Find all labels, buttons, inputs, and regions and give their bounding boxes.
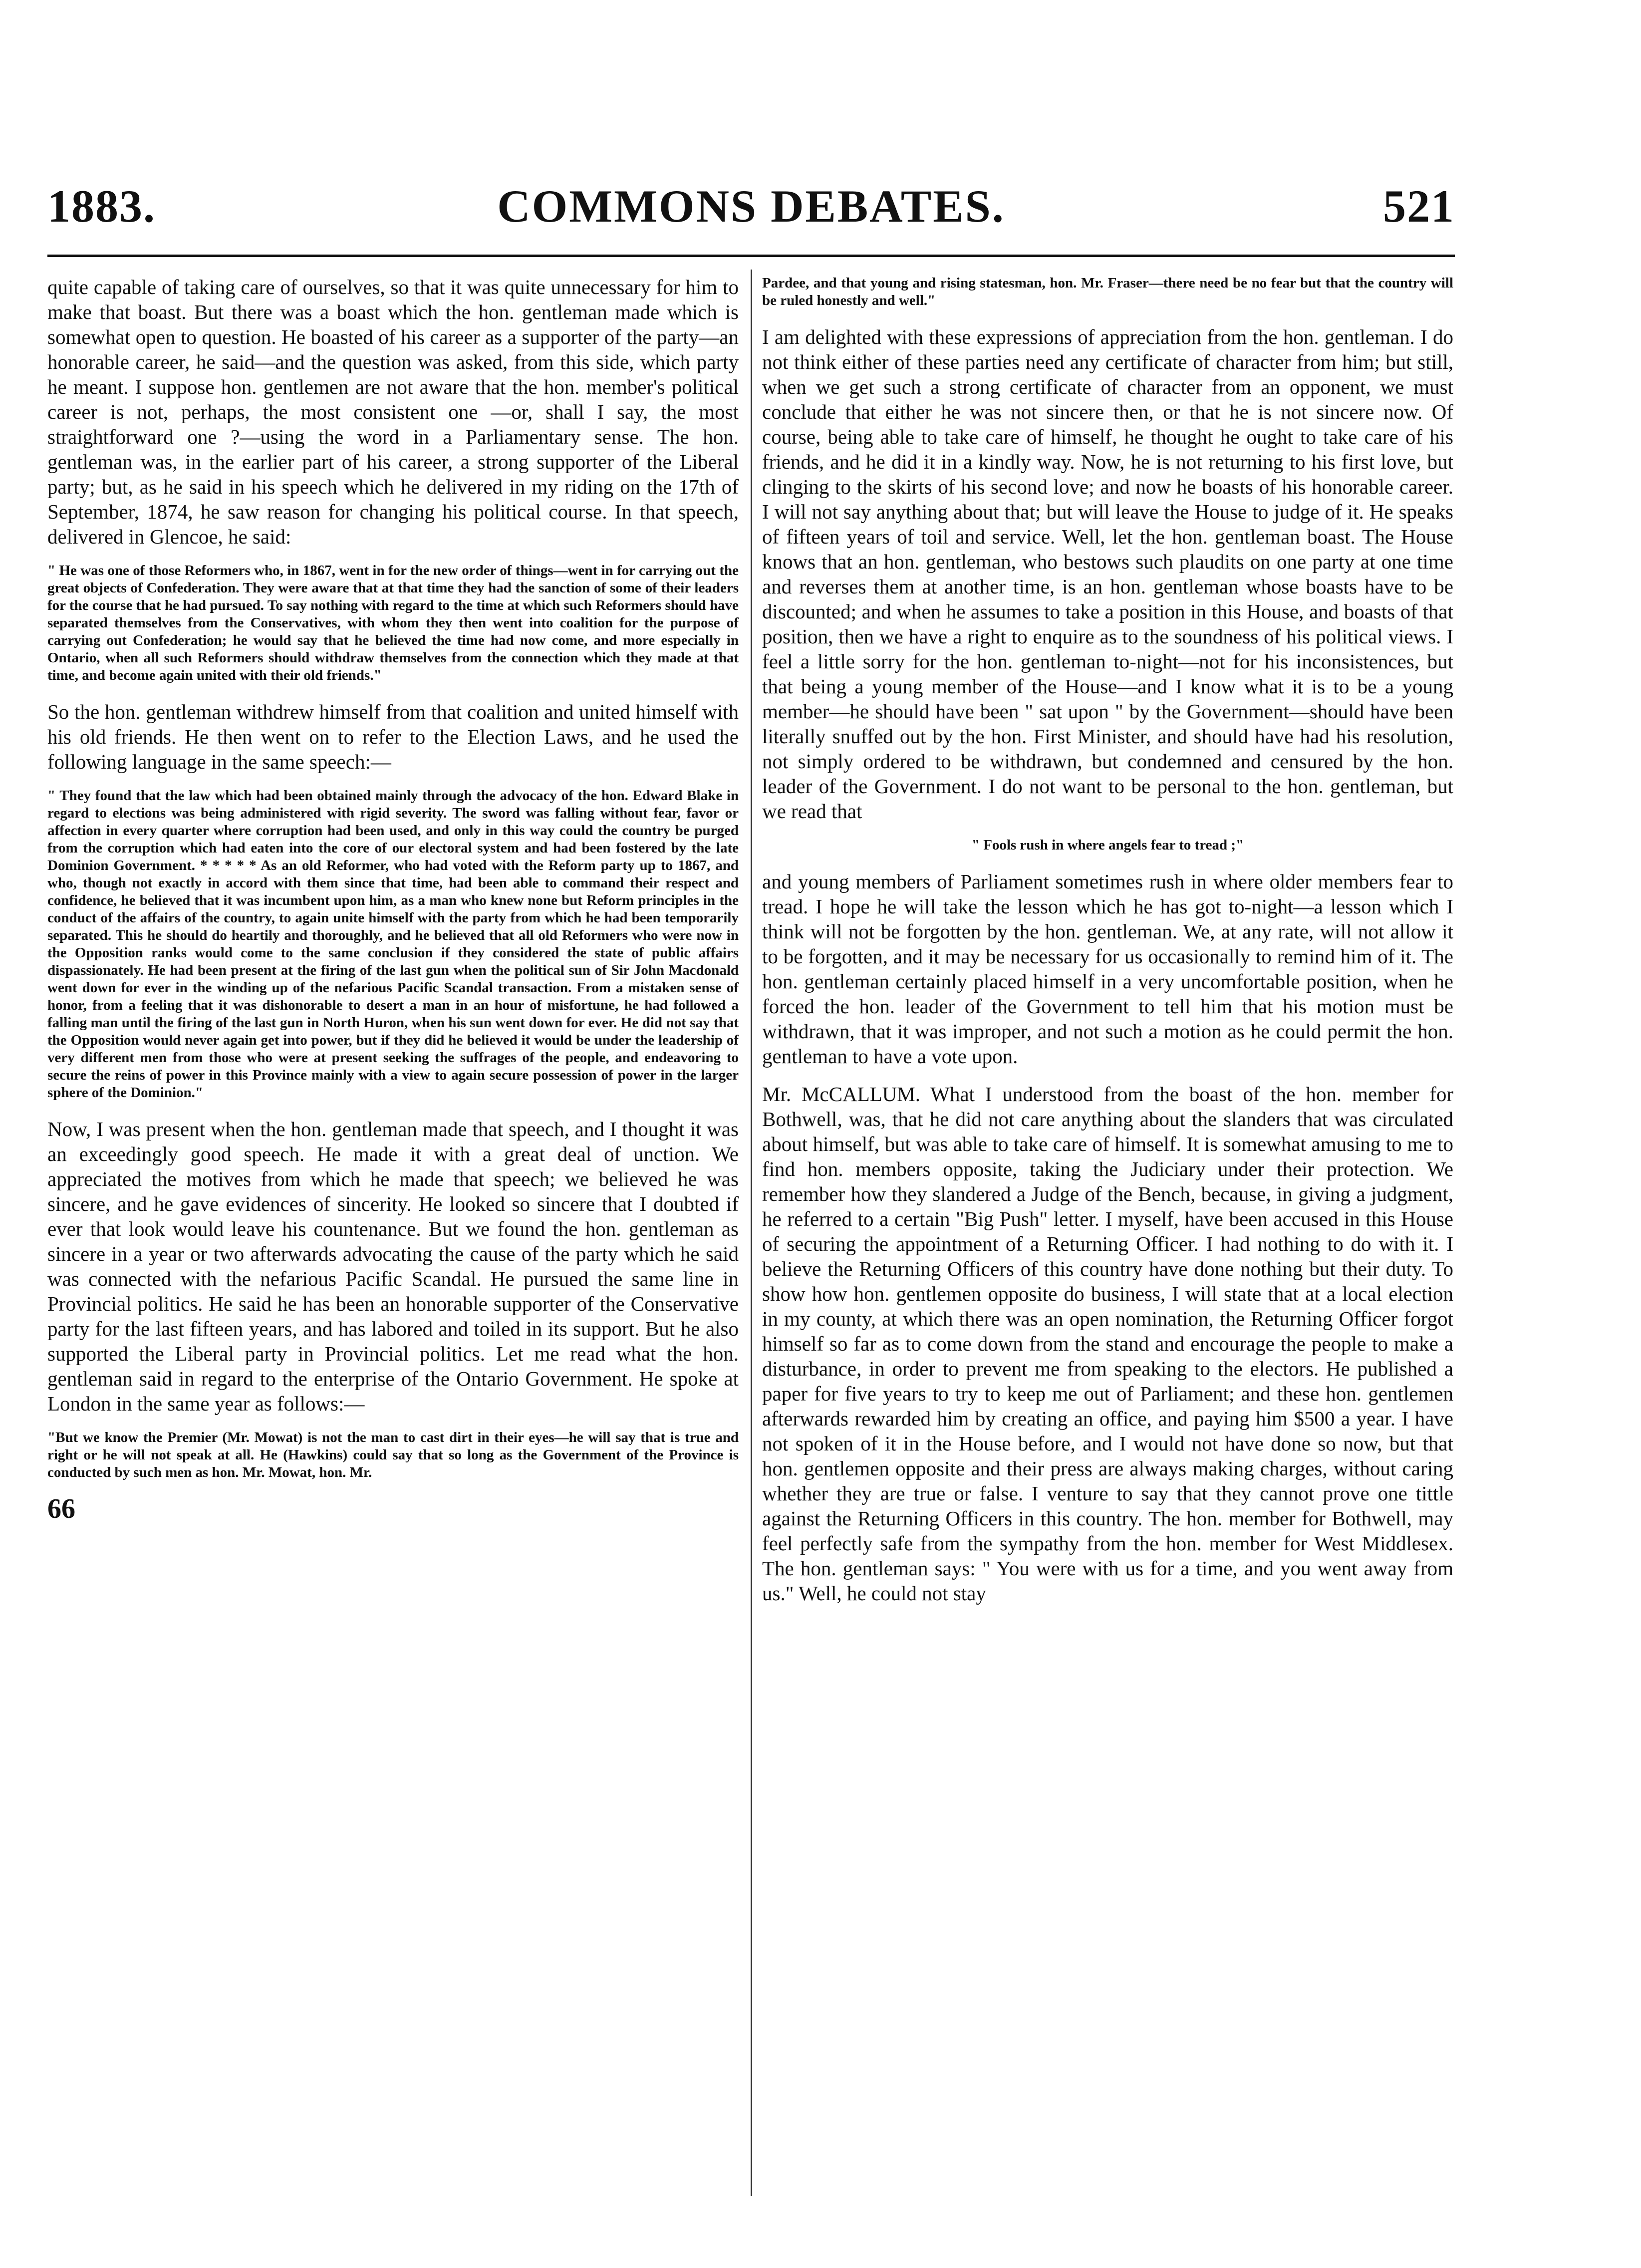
right-paragraph-mccallum: Mr. McCALLUM. What I understood from the boast of the hon. member for Bothwell, was, that he did not care anything about the slanders that was circulated about himself, but was able to take care of himself. It is somewhat amusing to me to find hon. members opposite, taking the Judiciary under their protection. We remember how they slandered a Judge of the Bench, because, in giving a judgment, he referred to a certain "Big Push" letter. I myself, have been accused in this House of securing the appointment of a Returning Officer. I had nothing to do with it. I believe the Returning Officers of this country have done nothing but their duty. To show how hon. gentlemen opposite do business, I will state that at a local election in my county, at which there was an open nomination, the Returning Officer forgot himself so far as to come down from the stand and encourage the people to make a disturbance, in order to prevent me from speaking to the electors. He published a paper for five years to try to keep me out of Parliament; and these hon. gentlemen afterwards rewarded him by creating an office, and paying him $500 a year. I have not spoken of it in the House before, and I would not have done so now, but that hon. gentlemen opposite and their press are always making charges, without caring whether they are true or false. I venture to say that they cannot prove one tittle against the Returning Officers in this country. The hon. member for Bothwell, may feel perfectly safe from the sympathy from the hon. member for West Middlesex. The hon. gentleman says: " You were with us for a time, and you went away from us." Well, he could not stay: [762, 1083, 1453, 1605]
document-page: [47, 180, 1455, 2226]
right-paragraph-1: I am delighted with these expressions of appreciation from the hon. gentleman. I do not think either of these parties need any certificate of character from him; but still, when we get such a strong certificate of character from an opponent, we must conclude that either he was not sincere then, or that he is not sincere now. Of course, being able to take care of himself, he thought he ought to take care of his friends, and he did it in a kindly way. Now, he is not returning to his first love, but clinging to the skirts of his second love; and now he boasts of his honorable career. I will not say anything about that; but will leave the House to judge of it. He speaks of fifteen years of toil and service. Well, let the hon. gentleman boast. The House knows that an hon. gentleman, who bestows such plaudits on one party at one time and reverses them at another time, is an hon. gentleman whose boasts have to be discounted; and when he assumes to take a position in this House, and boasts of that position, then we have a right to enquire as to the soundness of his political views. I feel a little sorry for the hon. gentleman to-night—not for his inconsistences, but that being a young member of the House—and I know what it is to be a young member—he should have been " sat upon " by the Government—should have been literally snuffed out by the hon. First Minister, and should have had his resolution, not simply ordered to be withdrawn, but condemned and censured by the hon. leader of the Government. I do not want to be personal to the hon. gentleman, but we read that: [762, 325, 1453, 823]
header-page-number: 521: [1383, 181, 1455, 232]
left-column: [47, 275, 739, 2211]
left-paragraph-3: Now, I was present when the hon. gentleman made that speech, and I thought it was an exceedingly good speech. He made it with a great deal of unction. We appreciated the motives from which he made that speech; we believed he was sincere, and he gave evidences of sincerity. He looked so sincere that I doubted if ever that look would leave his countenance. But we found the hon. gentleman as sincere in a year or two afterwards advocating the cause of the party which he said was connected with the nefarious Pacific Scandal. He pursued the same line in Provincial politics. He said he has been an honorable supporter of the Conservative party for the last fifteen years, and has labored and toiled in its support. But he also supported the Liberal party in Provincial politics. Let me read what the hon. gentleman said in regard to the enterprise of the Ontario Government. He spoke at London in the same year as follows:—: [47, 1118, 739, 1415]
header-title: COMMONS DEBATES.: [497, 181, 1005, 232]
signature-mark: 66: [47, 1493, 75, 1524]
header-year: 1883.: [47, 181, 156, 232]
left-paragraph-2: So the hon. gentleman withdrew himself from that coalition and united himself with his old friends. He then went on to refer to the Election Laws, and he used the following language in the same speech:—: [47, 700, 739, 773]
right-quote-continuation: Pardee, and that young and rising statesman, hon. Mr. Fraser—there need be no fear but that the country will be ruled honestly and well.": [762, 275, 1453, 308]
right-column: [762, 275, 1453, 2211]
left-quote-election-laws: " They found that the law which had been obtained mainly through the advocacy of the hon. Edward Blake in regard to elections was being administered with rigid severity. The sword was falling without fear, favor or affection in every quarter where corruption had been used, and only in this way could the country be purged from the corruption which had eaten into the core of our electoral system and had been fostered by the late Dominion Government. * * * * * As an old Reformer, who had voted with the Reform party up to 1867, and who, though not exactly in accord with them since that time, had been able to command their respect and confidence, he believed that it was incumbent upon him, as a man who knew none but Reform principles in the conduct of the affairs of the country, to again unite himself with the party from which he had been temporarily separated. This he should do heartily and thoroughly, and he believed that all old Reformers who were now in the Opposition ranks would come to the same conclusion if they considered the state of public affairs dispassionately. He had been present at the firing of the last gun when the political sun of Sir John Macdonald went down for ever in the winding up of the nefarious Pacific Scandal transaction. From a mistaken sense of honor, from a feeling that it was dishonorable to desert a man in an hour of misfortune, he had followed a falling man until the firing of the last gun in North Huron, when his sun went down for ever. He did not say that the Opposition would never again get into power, but if they did he believed it would be under the leadership of very different men from those who were at present seeking the suffrages of the people, and endeavoring to secure the reins of power in this Province mainly with a view to again secure possession of power in the larger sphere of the Dominion.": [47, 788, 739, 1101]
left-quote-london: "But we know the Premier (Mr. Mowat) is not the man to cast dirt in their eyes—he will say that is true and right or he will not speak at all. He (Hawkins) could say that so long as the Government of the Province is conducted by such men as hon. Mr. Mowat, hon. Mr.: [47, 1429, 739, 1480]
column-divider: [751, 270, 752, 2196]
page-header: [47, 180, 1455, 245]
right-paragraph-2: and young members of Parliament sometimes rush in where older members fear to tread. I hope he will take the lesson which he has got to-night—a lesson which I think will not be forgotten by the hon. gentleman. We, at any rate, will not allow it to be forgotten, and it may be necessary for us occasionally to remind him of it. The hon. gentleman certainly placed himself in a very uncomfortable position, when he forced the hon. leader of the Government to tell him that his motion must be withdrawn, that it was improper, and not such a motion as he could permit the hon. gentleman to have a vote upon.: [762, 870, 1453, 1068]
left-quote-glencoe: " He was one of those Reformers who, in 1867, went in for the new order of things—went in for carrying out the great objects of Confederation. They were aware that at that time they had the sanction of some of their leaders for the course that he had pursued. To say nothing with regard to the time at which such Reformers should have separated themselves from the Conservatives, with whom they then went into coalition for the purpose of carrying out Confederation; he would say that he believed the time had now come, and more especially in Ontario, when all such Reformers should withdraw themselves from the connection which they made at that time, and become again united with their old friends.": [47, 563, 739, 683]
header-rule: [47, 255, 1455, 257]
right-quote-fools: " Fools rush in where angels fear to tread ;": [971, 837, 1244, 853]
left-paragraph-1: quite capable of taking care of ourselves, so that it was quite unnecessary for him to make that boast. But there was a boast which the hon. gentleman made which is somewhat open to question. He boasted of his career as a supporter of the party—an honorable career, he said—and the question was asked, from this side, which party he meant. I suppose hon. gentlemen are not aware that the hon. member's political career is not, perhaps, the most consistent one —or, shall I say, the most straightforward one ?—using the word in a Parliamentary sense. The hon. gentleman was, in the earlier part of his career, a strong supporter of the Liberal party; but, as he said in his speech which he delivered in my riding on the 17th of September, 1874, he saw reason for changing his political course. In that speech, delivered in Glencoe, he said:: [47, 276, 739, 548]
